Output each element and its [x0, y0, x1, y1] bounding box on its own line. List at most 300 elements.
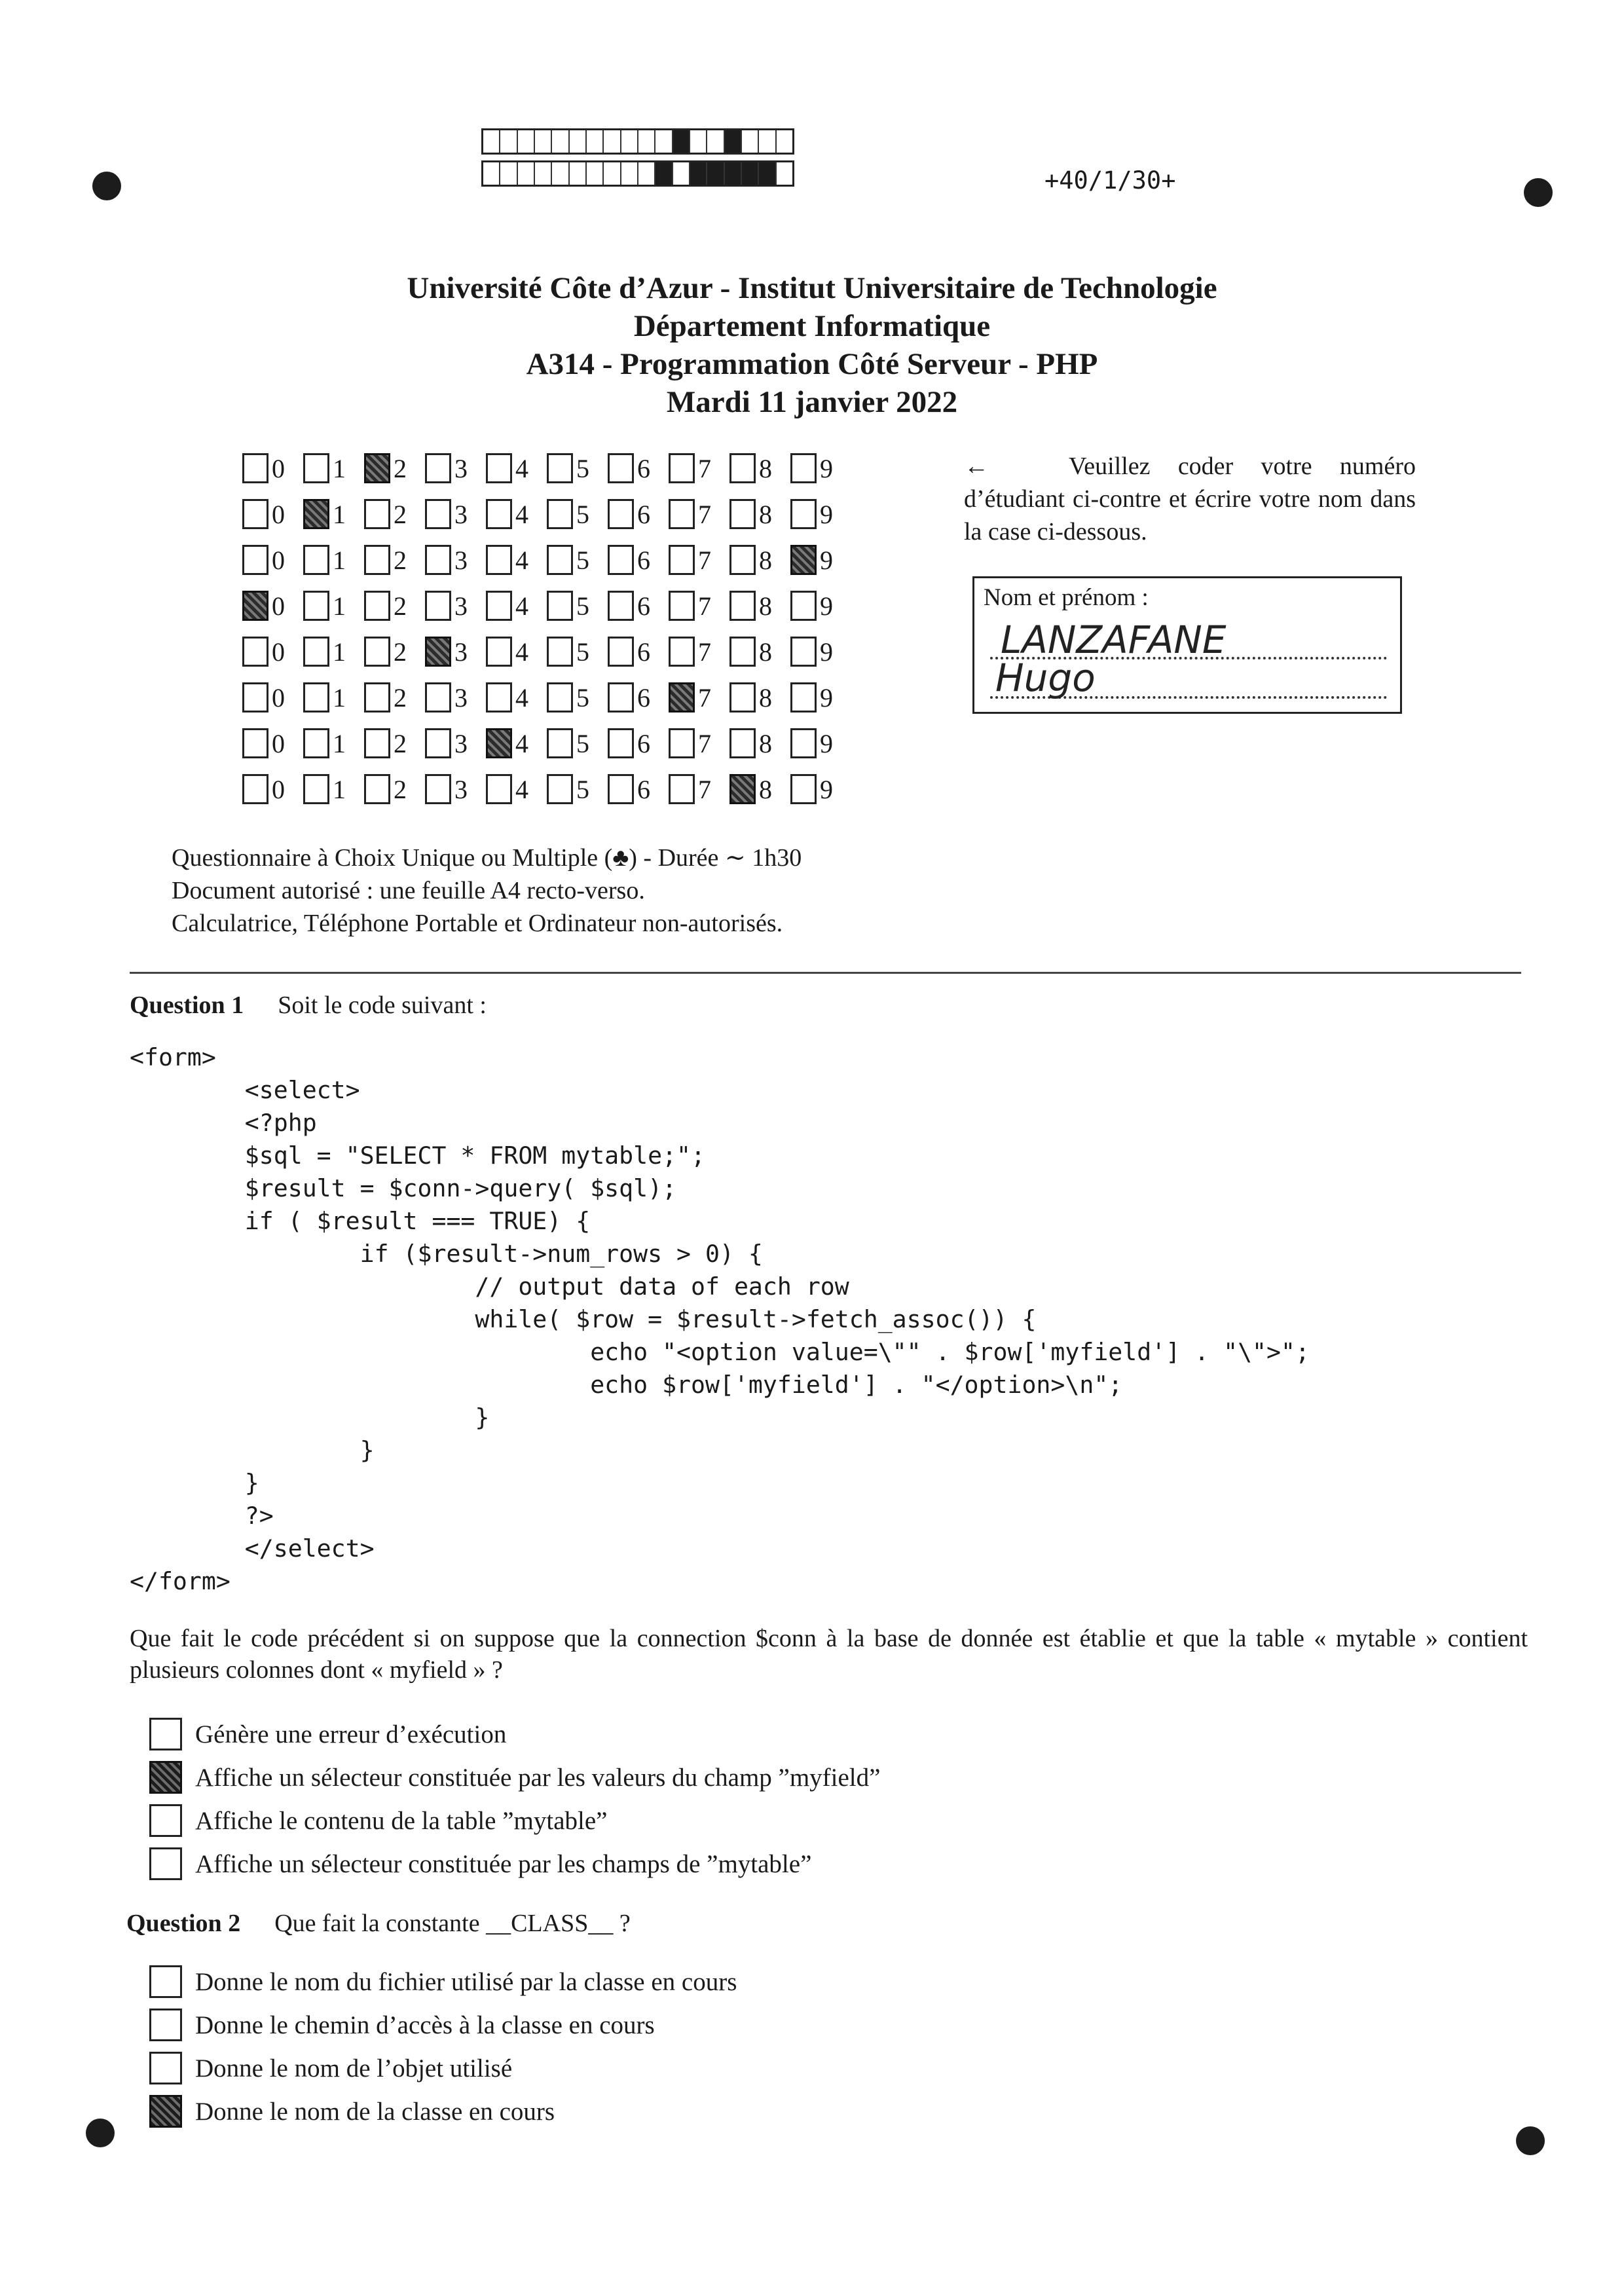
digit-option — [669, 499, 729, 530]
digit-option — [486, 591, 547, 621]
left-arrow-icon: ← — [964, 453, 989, 480]
barcode-row-2 — [481, 160, 794, 187]
question-1-title — [130, 991, 487, 1020]
digit-checkbox[interactable] — [790, 728, 817, 758]
digit-checkbox[interactable] — [303, 453, 329, 483]
digit-option — [547, 774, 608, 805]
digit-checkbox[interactable] — [364, 591, 390, 621]
barcode-cell — [483, 130, 500, 153]
digit-option — [486, 728, 547, 759]
barcode-cell — [638, 162, 655, 185]
question-1-label: Question 1 — [130, 991, 244, 1019]
digit-label: 2 — [394, 728, 407, 758]
barcode-cell — [535, 162, 552, 185]
barcode-cell — [587, 162, 604, 185]
digit-checkbox[interactable] — [729, 682, 756, 713]
answer-label: Donne le nom de l’objet utilisé — [195, 2054, 513, 2083]
digit-checkbox[interactable] — [608, 682, 634, 713]
digit-label: 6 — [637, 637, 650, 667]
digit-checkbox[interactable] — [242, 682, 268, 713]
digit-label: 0 — [272, 545, 285, 575]
digit-option — [242, 682, 303, 713]
digit-checkbox[interactable] — [547, 774, 573, 804]
digit-label: 9 — [820, 499, 833, 529]
digit-label: 5 — [576, 637, 589, 667]
digit-option — [608, 453, 669, 484]
digit-checkbox[interactable] — [364, 728, 390, 758]
answer-label: Donne le chemin d’accès à la classe en cours — [195, 2010, 655, 2039]
digit-label: 8 — [759, 545, 772, 575]
digit-option — [425, 499, 486, 530]
digit-checkbox[interactable] — [242, 545, 268, 575]
digit-option — [669, 774, 729, 805]
digit-option — [729, 682, 790, 713]
digit-label: 4 — [515, 774, 528, 804]
digit-label: 4 — [515, 545, 528, 575]
barcode-cell — [483, 162, 500, 185]
digit-option — [242, 728, 303, 759]
digit-option — [547, 453, 608, 484]
digit-checkbox[interactable] — [486, 591, 512, 621]
digit-option — [547, 591, 608, 621]
barcode-cell — [777, 162, 792, 185]
digit-label: 8 — [759, 591, 772, 621]
digit-option — [303, 453, 364, 484]
digit-checkbox[interactable] — [425, 728, 451, 758]
digit-label: 5 — [576, 682, 589, 713]
digit-checkbox[interactable] — [425, 499, 451, 529]
digit-label: 1 — [333, 728, 346, 758]
digit-option — [364, 545, 425, 576]
digit-option — [303, 591, 364, 621]
digit-option — [608, 774, 669, 805]
digit-label: 2 — [394, 682, 407, 713]
digit-checkbox[interactable] — [547, 499, 573, 529]
digit-option — [364, 453, 425, 484]
digit-checkbox[interactable] — [486, 453, 512, 483]
barcode-cell — [570, 130, 587, 153]
digit-option — [790, 682, 851, 713]
digit-checkbox[interactable] — [608, 637, 634, 667]
digit-checkbox[interactable] — [669, 453, 695, 483]
digit-checkbox[interactable] — [425, 774, 451, 804]
answer-option[interactable] — [149, 2090, 737, 2133]
answer-option[interactable] — [149, 2046, 737, 2090]
digit-checkbox[interactable] — [669, 499, 695, 529]
digit-option — [608, 545, 669, 576]
digit-checkbox[interactable] — [729, 774, 756, 804]
barcode-cell — [759, 130, 776, 153]
digit-option — [669, 682, 729, 713]
digit-label: 9 — [820, 637, 833, 667]
barcode-cell — [759, 162, 776, 185]
digit-label: 1 — [333, 545, 346, 575]
digit-checkbox[interactable] — [547, 453, 573, 483]
registration-mark-top-left — [92, 172, 121, 200]
digit-option — [242, 774, 303, 805]
digit-option — [486, 774, 547, 805]
digit-label: 4 — [515, 453, 528, 483]
digit-option — [486, 453, 547, 484]
digit-label: 4 — [515, 637, 528, 667]
student-number-row — [242, 720, 851, 766]
digit-option — [486, 499, 547, 530]
digit-option — [242, 591, 303, 621]
digit-checkbox[interactable] — [729, 545, 756, 575]
digit-checkbox[interactable] — [303, 637, 329, 667]
digit-checkbox[interactable] — [669, 637, 695, 667]
digit-checkbox[interactable] — [303, 774, 329, 804]
answer-checkbox[interactable] — [149, 2095, 182, 2128]
barcode-cell — [518, 162, 535, 185]
digit-option — [425, 545, 486, 576]
digit-label: 7 — [698, 728, 711, 758]
barcode-cell — [500, 162, 517, 185]
digit-option — [425, 728, 486, 759]
digit-label: 0 — [272, 499, 285, 529]
digit-label: 5 — [576, 728, 589, 758]
registration-mark-bottom-left — [86, 2119, 115, 2147]
digit-label: 0 — [272, 453, 285, 483]
digit-checkbox[interactable] — [303, 499, 329, 529]
digit-label: 0 — [272, 682, 285, 713]
digit-checkbox[interactable] — [608, 453, 634, 483]
digit-checkbox[interactable] — [364, 682, 390, 713]
digit-option — [790, 453, 851, 484]
digit-option — [425, 774, 486, 805]
digit-checkbox[interactable] — [669, 545, 695, 575]
barcode-cell — [777, 130, 792, 153]
answer-checkbox[interactable] — [149, 1804, 182, 1837]
barcode-cell — [621, 130, 638, 153]
digit-checkbox[interactable] — [790, 591, 817, 621]
answer-checkbox[interactable] — [149, 2052, 182, 2084]
name-box[interactable] — [972, 576, 1402, 714]
digit-label: 1 — [333, 637, 346, 667]
digit-checkbox[interactable] — [669, 682, 695, 713]
digit-checkbox[interactable] — [425, 591, 451, 621]
digit-checkbox[interactable] — [242, 591, 268, 621]
digit-checkbox[interactable] — [303, 682, 329, 713]
digit-label: 4 — [515, 728, 528, 758]
digit-option — [790, 591, 851, 621]
digit-checkbox[interactable] — [608, 728, 634, 758]
digit-option — [547, 499, 608, 530]
digit-checkbox[interactable] — [547, 637, 573, 667]
answer-option[interactable] — [149, 1960, 737, 2003]
digit-checkbox[interactable] — [242, 499, 268, 529]
digit-label: 7 — [698, 591, 711, 621]
barcode-cell — [742, 162, 759, 185]
digit-label: 6 — [637, 545, 650, 575]
digit-label: 4 — [515, 499, 528, 529]
question-2-label: Question 2 — [126, 1910, 241, 1937]
digit-option — [608, 591, 669, 621]
digit-label: 0 — [272, 774, 285, 804]
digit-label: 6 — [637, 453, 650, 483]
digit-checkbox[interactable] — [790, 774, 817, 804]
digit-checkbox[interactable] — [364, 499, 390, 529]
student-number-row — [242, 629, 851, 675]
digit-label: 7 — [698, 453, 711, 483]
digit-checkbox[interactable] — [364, 637, 390, 667]
answer-option[interactable] — [149, 1799, 880, 1842]
digit-label: 4 — [515, 591, 528, 621]
digit-checkbox[interactable] — [669, 591, 695, 621]
digit-option — [669, 637, 729, 667]
digit-label: 5 — [576, 499, 589, 529]
digit-option — [364, 591, 425, 621]
answer-label: Donne le nom de la classe en cours — [195, 2097, 555, 2126]
digit-checkbox[interactable] — [425, 682, 451, 713]
barcode-cell — [725, 162, 742, 185]
answer-label: Affiche le contenu de la table ”mytable” — [195, 1806, 608, 1835]
digit-label: 8 — [759, 682, 772, 713]
digit-checkbox[interactable] — [425, 453, 451, 483]
digit-checkbox[interactable] — [425, 545, 451, 575]
student-number-instructions — [964, 450, 1416, 548]
digit-label: 7 — [698, 499, 711, 529]
digit-label: 2 — [394, 453, 407, 483]
digit-checkbox[interactable] — [790, 682, 817, 713]
digit-checkbox[interactable] — [425, 637, 451, 667]
answer-checkbox[interactable] — [149, 1847, 182, 1880]
digit-checkbox[interactable] — [790, 453, 817, 483]
barcode-cell — [655, 162, 673, 185]
student-number-row — [242, 445, 851, 491]
digit-label: 0 — [272, 728, 285, 758]
digit-option — [669, 591, 729, 621]
exam-info-documents: Document autorisé : une feuille A4 recto-verso. — [172, 877, 645, 904]
barcode-cell — [552, 130, 569, 153]
digit-label: 5 — [576, 774, 589, 804]
barcode-cell — [690, 162, 707, 185]
digit-checkbox[interactable] — [608, 774, 634, 804]
digit-option — [729, 591, 790, 621]
digit-label: 3 — [454, 499, 468, 529]
digit-label: 6 — [637, 499, 650, 529]
barcode-row-1 — [481, 128, 794, 155]
digit-checkbox[interactable] — [547, 682, 573, 713]
first-name-handwriting: Hugo — [995, 656, 1096, 700]
question-2-title — [126, 1909, 631, 1938]
digit-checkbox[interactable] — [608, 545, 634, 575]
digit-label: 3 — [454, 728, 468, 758]
digit-label: 0 — [272, 591, 285, 621]
digit-option — [547, 682, 608, 713]
answer-label: Donne le nom du fichier utilisé par la classe en cours — [195, 1967, 737, 1996]
header-institution: Université Côte d’Azur - Institut Universitaire de Technologie — [407, 271, 1217, 305]
digit-option — [242, 499, 303, 530]
digit-checkbox[interactable] — [242, 637, 268, 667]
digit-label: 9 — [820, 728, 833, 758]
answer-checkbox[interactable] — [149, 1965, 182, 1998]
digit-label: 5 — [576, 453, 589, 483]
digit-option — [729, 774, 790, 805]
digit-label: 6 — [637, 682, 650, 713]
digit-checkbox[interactable] — [790, 499, 817, 529]
question-1-intro: Soit le code suivant : — [278, 991, 487, 1019]
digit-label: 3 — [454, 774, 468, 804]
digit-option — [303, 774, 364, 805]
digit-label: 3 — [454, 682, 468, 713]
digit-checkbox[interactable] — [608, 499, 634, 529]
digit-checkbox[interactable] — [547, 591, 573, 621]
student-number-grid — [242, 445, 851, 812]
digit-label: 1 — [333, 682, 346, 713]
digit-checkbox[interactable] — [303, 591, 329, 621]
digit-checkbox[interactable] — [486, 637, 512, 667]
digit-option — [364, 728, 425, 759]
digit-checkbox[interactable] — [729, 591, 756, 621]
digit-checkbox[interactable] — [242, 728, 268, 758]
digit-checkbox[interactable] — [486, 545, 512, 575]
digit-checkbox[interactable] — [547, 545, 573, 575]
answer-label: Affiche un sélecteur constituée par les champs de ”mytable” — [195, 1849, 812, 1878]
digit-checkbox[interactable] — [486, 774, 512, 804]
digit-option — [425, 637, 486, 667]
digit-checkbox[interactable] — [729, 453, 756, 483]
digit-option — [547, 545, 608, 576]
student-number-row — [242, 491, 851, 537]
digit-label: 3 — [454, 637, 468, 667]
digit-label: 7 — [698, 774, 711, 804]
digit-option — [425, 591, 486, 621]
digit-option — [608, 637, 669, 667]
digit-checkbox[interactable] — [242, 453, 268, 483]
digit-option — [790, 728, 851, 759]
digit-checkbox[interactable] — [729, 637, 756, 667]
digit-checkbox[interactable] — [729, 728, 756, 758]
digit-label: 8 — [759, 774, 772, 804]
barcode-cell — [604, 130, 621, 153]
digit-option — [364, 774, 425, 805]
digit-option — [303, 637, 364, 667]
student-number-row — [242, 583, 851, 629]
digit-checkbox[interactable] — [303, 545, 329, 575]
exam-info-devices: Calculatrice, Téléphone Portable et Ordinateur non-autorisés. — [172, 910, 783, 937]
digit-checkbox[interactable] — [790, 545, 817, 575]
digit-checkbox[interactable] — [303, 728, 329, 758]
registration-mark-bottom-right — [1516, 2126, 1545, 2155]
digit-label: 1 — [333, 591, 346, 621]
barcode-cell — [518, 130, 535, 153]
barcode-cell — [570, 162, 587, 185]
digit-option — [303, 682, 364, 713]
answer-option[interactable] — [149, 1756, 880, 1799]
digit-checkbox[interactable] — [242, 774, 268, 804]
digit-label: 1 — [333, 453, 346, 483]
digit-option — [486, 637, 547, 667]
digit-checkbox[interactable] — [486, 728, 512, 758]
digit-option — [242, 453, 303, 484]
digit-label: 7 — [698, 637, 711, 667]
digit-label: 1 — [333, 499, 346, 529]
registration-mark-top-right — [1524, 178, 1553, 207]
digit-option — [608, 499, 669, 530]
digit-label: 6 — [637, 591, 650, 621]
digit-checkbox[interactable] — [729, 499, 756, 529]
digit-label: 7 — [698, 682, 711, 713]
digit-option — [303, 728, 364, 759]
answer-checkbox[interactable] — [149, 1761, 182, 1794]
answer-checkbox[interactable] — [149, 1718, 182, 1750]
digit-checkbox[interactable] — [486, 682, 512, 713]
digit-label: 6 — [637, 774, 650, 804]
digit-label: 2 — [394, 545, 407, 575]
answer-label: Affiche un sélecteur constituée par les valeurs du champ ”myfield” — [195, 1763, 881, 1792]
digit-label: 9 — [820, 774, 833, 804]
digit-label: 7 — [698, 545, 711, 575]
barcode-cell — [673, 130, 690, 153]
digit-option — [790, 545, 851, 576]
digit-option — [669, 728, 729, 759]
digit-option — [242, 637, 303, 667]
question-2-options — [149, 1960, 737, 2133]
question-1-options — [149, 1713, 880, 1885]
student-number-row — [242, 537, 851, 583]
digit-checkbox[interactable] — [364, 453, 390, 483]
header-department: Département Informatique — [633, 309, 991, 343]
digit-label: 2 — [394, 591, 407, 621]
question-1-text: Que fait le code précédent si on suppose que la connection $conn à la base de donnée est établie et que la table « mytable » contient plusieurs colonnes dont « myfield » ? — [130, 1625, 1528, 1684]
digit-option — [486, 545, 547, 576]
digit-option — [303, 499, 364, 530]
digit-label: 6 — [637, 728, 650, 758]
barcode-cell — [552, 162, 569, 185]
digit-checkbox[interactable] — [547, 728, 573, 758]
digit-checkbox[interactable] — [608, 591, 634, 621]
digit-label: 2 — [394, 774, 407, 804]
digit-checkbox[interactable] — [486, 499, 512, 529]
digit-option — [242, 545, 303, 576]
student-number-row — [242, 675, 851, 720]
digit-label: 8 — [759, 637, 772, 667]
digit-label: 9 — [820, 545, 833, 575]
digit-option — [547, 637, 608, 667]
digit-checkbox[interactable] — [364, 545, 390, 575]
digit-option — [608, 728, 669, 759]
digit-label: 3 — [454, 545, 468, 575]
answer-label: Génère une erreur d’exécution — [195, 1720, 507, 1749]
digit-label: 9 — [820, 682, 833, 713]
digit-checkbox[interactable] — [669, 728, 695, 758]
answer-option[interactable] — [149, 1842, 880, 1885]
digit-option — [425, 453, 486, 484]
digit-option — [303, 545, 364, 576]
digit-label: 0 — [272, 637, 285, 667]
digit-checkbox[interactable] — [669, 774, 695, 804]
digit-label: 3 — [454, 591, 468, 621]
answer-option[interactable] — [149, 1713, 880, 1756]
digit-checkbox[interactable] — [790, 637, 817, 667]
digit-option — [608, 682, 669, 713]
student-number-row — [242, 766, 851, 812]
barcode-cell — [604, 162, 621, 185]
digit-label: 5 — [576, 545, 589, 575]
digit-label: 5 — [576, 591, 589, 621]
digit-option — [364, 682, 425, 713]
barcode-cell — [742, 130, 759, 153]
last-name-handwriting: LANZAFANE — [1001, 618, 1227, 662]
barcode-cell — [725, 130, 742, 153]
answer-checkbox[interactable] — [149, 2009, 182, 2041]
answer-option[interactable] — [149, 2003, 737, 2046]
digit-checkbox[interactable] — [364, 774, 390, 804]
digit-option — [790, 774, 851, 805]
digit-option — [669, 545, 729, 576]
digit-option — [729, 545, 790, 576]
